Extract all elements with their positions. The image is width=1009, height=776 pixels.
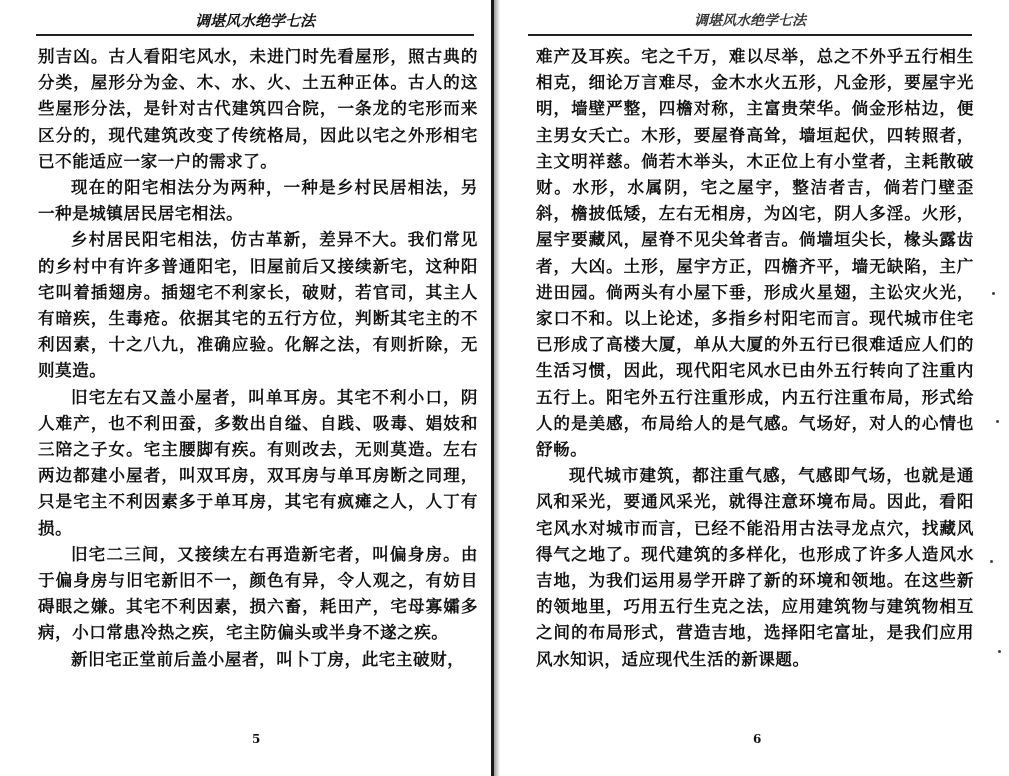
left-paragraph-3: 乡村居民阳宅相法，仿古革新，差异不大。我们常见的乡村中有许多普通阳宅，旧屋前后又接续新宅，这种阳宅叫着插翅房。插翅宅不利家长，破财，若官司，其主人有暗疾，生毒疮。依据其宅的五行方位，判断其宅主的不利因素，十之八九，准确应验。化解之法，有则折除，无则莫造。	[38, 230, 478, 381]
left-paragraph-1: 别吉凶。古人看阳宅风水，未进门时先看屋形，照古典的分类，屋形分为金、木、水、火、土五种正体。古人的这些屋形分法，是针对古代建筑四合院，一条龙的宅形而来区分的，现代建筑改变了传统格局，因此以宅之外形相宅已不能适应一家一户的需求了。	[38, 47, 478, 171]
right-paragraph-1: 难产及耳疾。宅之千万，难以尽举，总之不外乎五行相生相克，细论万言难尽，金木水火五形，凡金形，要屋宇光明，墙壁严整，四檐对称，主富贵荣华。倘金形枯边，便主男女夭亡。木形，要屋脊高耸，墙垣起伏，四转照者，主文明祥慈。倘若木举头，木正位上有小堂者，主耗散破财。水形，水属阴，宅之屋宇，整洁者吉，倘若门壁歪斜，檐披低矮，左右无相房，为凶宅，阴人多淫。火形，屋宇要藏风，屋脊不见尖耸者吉。倘墙垣尖长，椽头露齿者，大凶。土形，屋宇方正，四檐齐平，墙无缺陷，主广进田园。倘两头有小屋下垂，形成火星翅，主讼灾火光，家口不和。以上论述，多指乡村阳宅而言。现代城市住宅已形成了高楼大厦，单从大厦的外五行已很难适应人们的生活习惯，因此，现代阳宅风水已由外五行转向了注重内五行上。阳宅外五行注重形成，内五行注重布局，形式给人的是美感，布局给人的是气感。气场好，对人的心情也舒畅。	[536, 47, 974, 460]
right-header-rule	[528, 34, 972, 36]
scan-speck	[998, 650, 1001, 653]
left-paragraph-4: 旧宅左右又盖小屋者，叫单耳房。其宅不利小口，阴人难产，也不利田蚕，多数出自缢、自践、吸毒、娼妓和三陪之子女。宅主腰脚有疾。有则改去，无则莫造。左右两边都建小屋者，叫双耳房，双耳房与单耳房断之同理，只是宅主不利因素多于单耳房，其宅有疯瘫之人，人丁有损。	[38, 387, 478, 538]
left-running-header: 调堪风水绝学七法	[194, 12, 315, 30]
right-running-header: 调堪风水绝学七法	[694, 13, 806, 29]
left-paragraph-5: 旧宅二三间，又接续左右再造新宅者，叫偏身房。由于偏身房与旧宅新旧不一，颜色有异，令人观之，有妨目碍眼之嫌。其宅不利因素，损六畜，耗田产，宅母寡孀多病，小口常患冷热之疾，宅主防偏头或半身不遂之疾。	[38, 544, 478, 643]
left-page	[0, 0, 490, 776]
left-body-text	[38, 44, 478, 673]
right-page-number: 6	[753, 732, 762, 746]
left-page-number: 5	[252, 732, 261, 746]
left-header-rule	[36, 34, 474, 36]
left-paragraph-6: 新旧宅正堂前后盖小屋者，叫卜丁房，此宅主破财，	[71, 649, 465, 669]
right-paragraph-2: 现代城市建筑，都注重气感，气感即气场，也就是通风和采光，要通风采光，就得注意环境布局。因此，看阳宅风水对城市而言，已经不能沿用古法寻龙点穴，找藏风得气之地了。现代建筑的多样化，也形成了许多人造风水吉地，为我们运用易学开辟了新的环境和领地。在这些新的领地里，巧用五行生克之法，应用建筑物与建筑物相互之间的布局形式，营造吉地，选择阳宅富址，是我们应用风水知识，适应现代生活的新课题。	[536, 466, 974, 669]
scan-speck	[996, 420, 999, 423]
scan-speck	[990, 560, 993, 563]
scan-speck	[992, 292, 995, 295]
right-page	[500, 0, 1009, 776]
left-paragraph-2: 现在的阳宅相法分为两种，一种是乡村民居相法，另一种是城镇居民居宅相法。	[38, 178, 478, 224]
right-body-text	[536, 44, 974, 673]
